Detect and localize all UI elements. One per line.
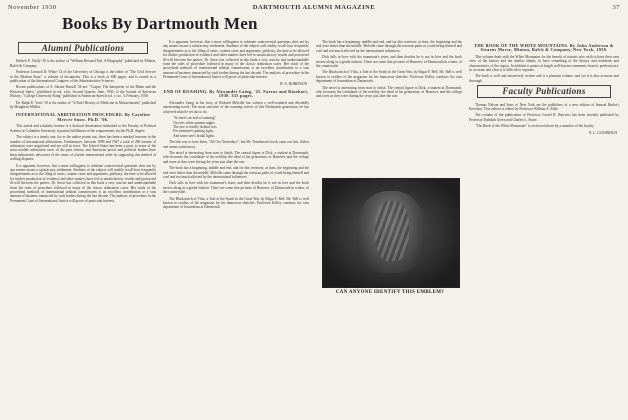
column-4 — [469, 40, 619, 414]
section-heading-faculty: Faculty Publications — [477, 85, 611, 97]
emblem-photo — [322, 178, 460, 288]
paragraph: "The Book of the White Mountains" is reviewed above by a member of the faculty. — [475, 124, 595, 129]
review-heading: INTERNATIONAL ARBITRATION PROCEDURE. By Caroline Mercer Snow. Ph.D. '06. — [15, 112, 151, 122]
paragraph: Alexander Laing in his story of Richard Melville has written a well-rounded and decidedly entertaining novel. The most sensitive of the roaming writers of this Dartmouth generation, he has achieved what he set out to do. — [163, 100, 309, 114]
running-head — [8, 4, 620, 14]
paragraph: Dick falls in love with his roommate's sister, and then decides he is not in love and the book moves along in a gentle fashion. There are some fine pictures of Hanover, of Dartmouth in winter, of the countryside. — [316, 55, 462, 69]
emblem-detail — [375, 201, 409, 261]
paragraph: The volume of the publication of Professor Lionel R. Burrows has been recently published by Professor Rudolph Green and Charles L. Stone. — [469, 113, 619, 122]
magazine-title: DARTMOUTH ALUMNI MAGAZINE — [252, 4, 376, 11]
section-heading-alumni: Alumni Publications — [18, 42, 148, 54]
paragraph: Thomas Nelson and Sons of New York are the publishers of a new edition of Samuel Butler's Erewhon. This edition is edited by Professor William A. Eddy. — [469, 102, 619, 112]
reviewer-signature: N. L. GOODRICH — [588, 130, 617, 135]
paragraph: The subject is a timely one, for as the author points out, there has been a marked increase in the number of international arbitrations. Furthermore, between 1899 and 1927 a total of 286 treaties of arbitration were negotiated and are still in force. The United States has been a party to some of the most notable arbitration cases of the past century and American jurists and political leaders have been enthusiastic advocates of the cause of a better international order by supporting this method of settling disputes. — [10, 135, 156, 162]
paragraph: This useful and scholarly treatise is a doctoral dissertation submitted to the Faculty of Political Science at Columbia University in partial fulfillment of the requirements for the Ph.D. degree. — [10, 124, 156, 133]
paragraph: The book has a beginning, middle and end, and for this reviewer, at least, the beginning and the end were better than the middle. Melville came through the tortuous paths of youth being himself and cool and not much affected by the international influences. — [163, 166, 309, 179]
paragraph: The book is well and attractively written and is a pleasant volume, and yet it is also accurate and thorough. — [469, 74, 619, 83]
paragraph: It is apparent, however, that a more willingness to arbitrate controversial questions does not by any means assure a satisfactory settlement. Students of the subject will readily recall how frequently disagreements as to the filing of cases, counter cases and arguments, publicity, the time to be allowed for further production of evidence and other matters have led to unsatisfactory results and protracted ill-will between the parties. Dr. Snow has collected in this book a very concise and understandable form the rules of procedure followed in many of the classic arbitration cases. Her study of the procedural methods of international arbitral commissions is an excellent contribution to a vast amount of business transacted by such bodies during the last decade. The analysis of procedure in the Permanent Court of International Justice will prove of particular interest. — [163, 40, 309, 80]
column-1 — [10, 40, 156, 414]
paragraph: Herbert E. Duffy '29 is the author of "William Howard Taft, A Biography" published by Minton, Balch & Company. — [10, 59, 156, 68]
page-number: 37 — [612, 4, 620, 11]
paragraph: This volume deals with the White Mountains for the benefit of tourists who wish to have their own view of the history and the similar climbs, to have something of the history and traditions and characteristics of the region. In addition it quotes at length well-known comments from its predecessors, so accurate and clear it is difficult to separate. — [469, 54, 619, 73]
column-2 — [163, 40, 309, 414]
paragraph: It is apparent, however, that a more willingness to arbitrate controversial questions does not by any means assure a satisfactory settlement. Students of the subject will readily recall how frequently disagreements as to the filing of cases, counter cases and arguments, publicity, the time to be allowed for further production of evidence and other matters have led to unsatisfactory results and protracted ill-will between the parties. Dr. Snow has collected in this book a very concise and understandable form the rules of procedure followed in many of the classic arbitration cases. Her study of the procedural methods of international arbitral commissions is an excellent contribution to a vast amount of business transacted by such bodies during the last decade. The analysis of procedure in the Permanent Court of International Justice will prove of particular interest. — [10, 163, 156, 203]
paragraph: The Blackwatch of Vilas, a Tale of the South in the Great War, by Edgar F. Bell. Mr. Bell is well known to readers of the magazine for his humorous sketches. Professor Kelley conducts his own department of Journalism at Dartmouth. — [316, 70, 462, 84]
paragraph: Dr. Ralph E. Voris '10 is the author of "A Brief History of Medicine in Massachusetts" published by Houghton Mifflin. — [10, 100, 156, 110]
paragraph: The title was to have been, "All Our Yesterdays"; but Mr. Tomlinson's book came out first. Either one seems satisfactory. — [163, 140, 309, 149]
reviewer-signature: W. A. ROBINSON — [279, 81, 307, 86]
paragraph: Professor Leonard D. White '14 of the University of Chicago is the editor of "The Civil Service in the Modern State," a volume of documents. This is a book of 600 pages, and is issued as a publication of the International Congress of the Administrative Sciences. — [10, 70, 156, 84]
paragraph: The novel is interesting from start to finish. The central figure is Dick, a student at Dartmouth, who becomes the confidante of the nobility, the ideal of his generation, of Hanover, and the college and town as they were during the years just after the war. — [163, 150, 309, 164]
photo-caption: CAN ANYONE IDENTIFY THIS EMBLEM? — [335, 290, 445, 295]
paragraph: Recent publications of A. Sloane Russell '26 are: "Casper, The Interpreter of the Rhine and the Historical Index," published in vol. xviii, Second Quarter, June, 1930, of the Journal of American History; "College University Slang" published in American Speech vol. v, no. 3, February, 1930. — [10, 85, 156, 99]
paragraph: The novel is interesting from start to finish. The central figure is Dick, a student at Dartmouth, who becomes the confidante of the nobility, the ideal of his generation, of Hanover, and the college and town as they were during the years just after the war. — [316, 85, 462, 99]
review-heading: END OF ROAMING. By Alexander Laing, '25. Farrar and Rinehart, 1930. 335 pages. — [163, 89, 309, 99]
page-title: Books By Dartmouth Men — [62, 14, 258, 33]
issue-date: November 1930 — [8, 4, 57, 11]
paragraph: Dick falls in love with his roommate's sister, and then decides he is not in love and the book moves along in a gentle fashion. There are some fine pictures of Hanover, of Dartmouth in winter, of the countryside. — [163, 181, 309, 195]
paragraph: The book has a beginning, middle and end, and for this reviewer, at least, the beginning and the end were better than the middle. Melville came through the tortuous paths of youth being himself and cool and not much affected by the international influences. — [316, 40, 462, 53]
review-heading: THE BOOK OF THE WHITE MOUNTAINS. By John Anderson & Stearns Morse, Minton, Balch & Company, New York, 1930. — [474, 43, 614, 53]
paragraph: "So here's an end of roaming" On eves when autumn nights The one to fondly fashion loss For someone's parting sighs, And some one's bridal lights. — [173, 116, 217, 138]
paragraph: The Blackwatch of Vilas, a Tale of the South in the Great War, by Edgar F. Bell. Mr. Bell is well known to readers of the magazine for his humorous sketches. Professor Kelley conducts his own department of Journalism at Dartmouth. — [163, 196, 309, 210]
